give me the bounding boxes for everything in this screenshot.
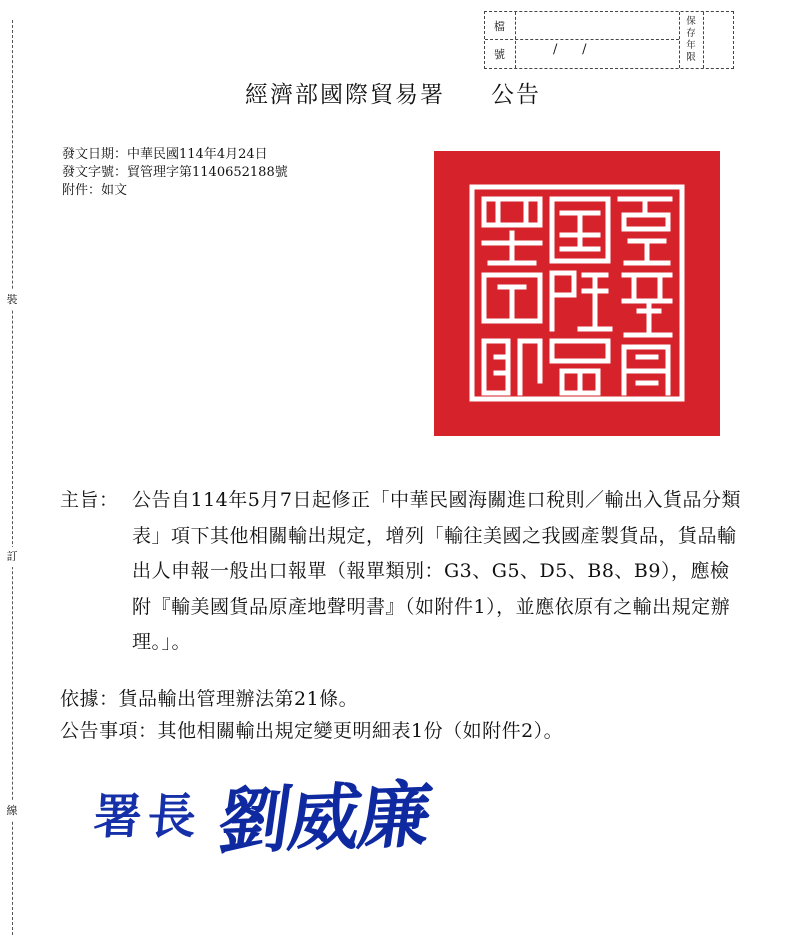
issue-date: 發文日期：中華民國114年4月24日 (62, 147, 268, 162)
reference-number: 發文字號：貿管理字第1140652188號 (62, 165, 288, 180)
basis-paragraph: 依據：貨品輸出管理辦法第21條。 (60, 688, 359, 710)
notice-paragraph: 公告事項：其他相關輸出規定變更明細表1份（如附件2）。 (60, 720, 564, 742)
archive-number-label: 號 (494, 48, 505, 61)
agency-name: 經濟部國際貿易署 (245, 82, 445, 108)
archive-divider (679, 12, 680, 68)
binding-mark-ding: 訂 (2, 547, 22, 567)
archive-divider (515, 12, 516, 68)
archive-divider (703, 12, 704, 68)
attachment-note: 附件：如文 (62, 183, 128, 198)
document-type: 公告 (491, 82, 541, 108)
official-seal (434, 151, 720, 436)
archive-file-label: 檔 (494, 20, 505, 33)
binding-mark-zhuang: 裝 (2, 290, 22, 310)
archive-box (484, 11, 734, 69)
subject-label: 主旨： (60, 489, 119, 511)
signature-name: 劉威廉 (213, 771, 436, 864)
subject-text: 公告自114年5月7日起修正「中華民國海關進口稅則／輸出入貨品分類表」項下其他相關輸出規定，增列「輸往美國之我國產製貨品，貨品輸出人申報一般出口報單（報單類別：G3、G5、D5、B8、B9），應檢附『輸美國貨品原產地聲明書』（如附件1），並應依原有之輸出規定辦理。」。 (132, 489, 741, 653)
archive-number-slashes: / / (553, 42, 587, 57)
subject-paragraph (60, 483, 760, 661)
document-title (0, 76, 786, 109)
binding-mark-xian: 線 (2, 801, 22, 821)
archive-retention-label: 保存年限 (686, 16, 696, 63)
binding-line (12, 20, 13, 935)
signature-title: 署長 (91, 789, 204, 845)
